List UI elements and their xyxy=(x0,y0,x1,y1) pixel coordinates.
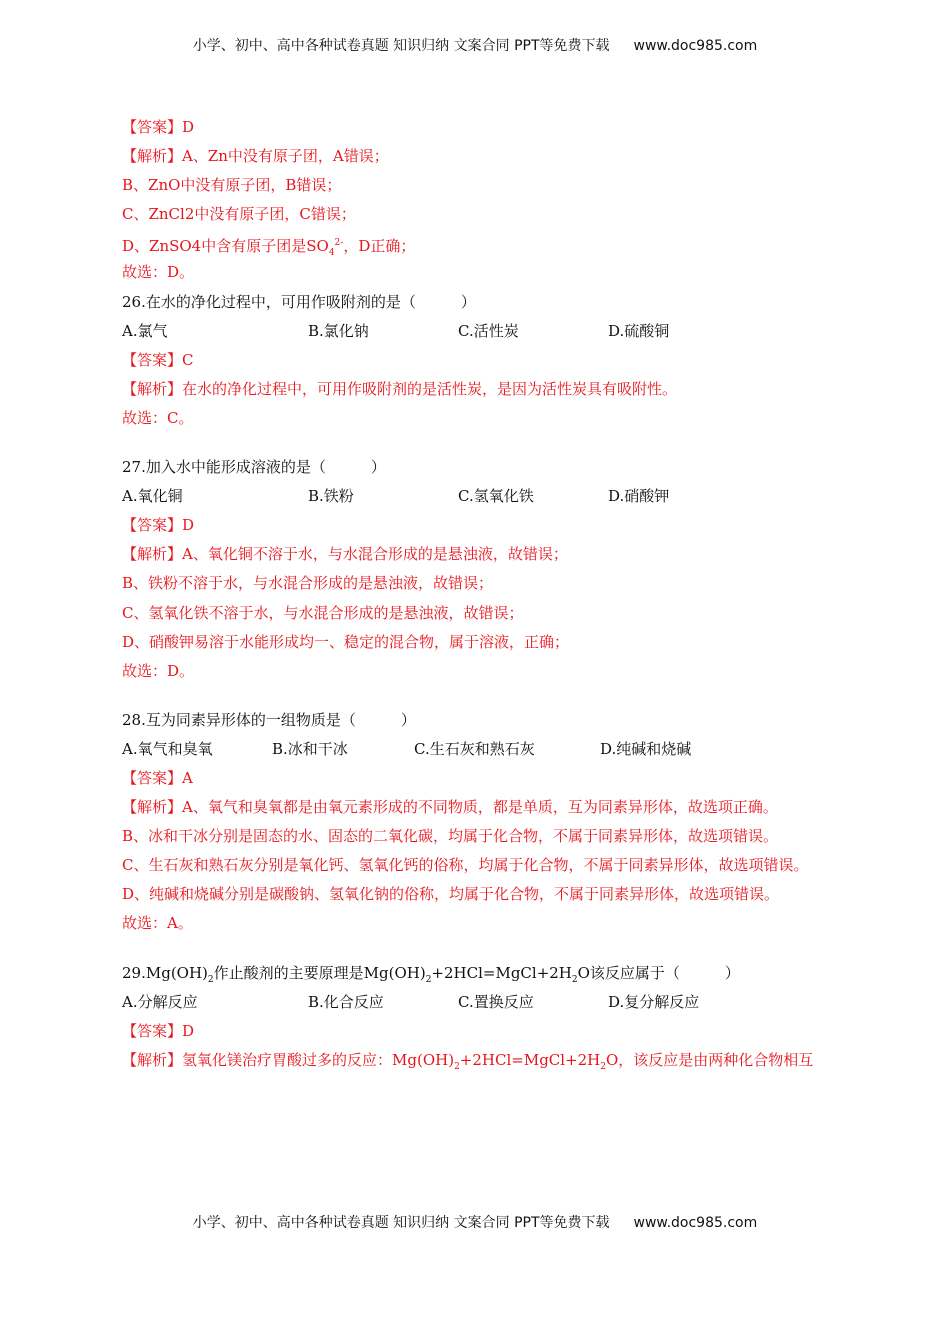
q26-stem: 26.在水的净化过程中，可用作吸附剂的是（ ） xyxy=(122,292,476,311)
q26-option-c: C.活性炭 xyxy=(458,321,519,340)
q25-analysis-a: 【解析】A、Zn中没有原子团，A错误； xyxy=(122,147,389,166)
q27-answer: 【答案】D xyxy=(122,516,195,535)
page-header xyxy=(0,35,950,55)
q28-answer: 【答案】A xyxy=(122,768,193,787)
q25-answer: 【答案】D xyxy=(122,118,195,136)
q27-option-d: D.硝酸钾 xyxy=(608,487,670,506)
q29-analysis: 【解析】氢氧化镁治疗胃酸过多的反应：$Mg(OH)_2+2HCl=MgCl+2H_2O$，该反应是由两种化合物相互 xyxy=(122,1050,814,1072)
q29-options xyxy=(122,988,830,1017)
q28-analysis-a: 【解析】A、氧气和臭氧都是由氧元素形成的不同物质，都是单质，互为同素异形体，故选项正确。 xyxy=(122,798,778,817)
q26-option-d: D.硫酸铜 xyxy=(608,321,670,340)
q26-option-b: B.氯化钠 xyxy=(308,321,369,340)
q25-analysis-d: D、ZnSO4中含有原子团是$SO_4^{2-}$，D正确； xyxy=(122,237,416,259)
q28-stem: 28.互为同素异形体的一组物质是（ ） xyxy=(122,710,416,729)
q26-conclusion: 故选：C。 xyxy=(122,408,194,427)
header-text: 小学、初中、高中各种试卷真题 知识归纳 文案合同 PPT等免费下载 xyxy=(192,38,610,54)
q28-option-a: A.氧气和臭氧 xyxy=(122,739,213,758)
q28-option-c: C.生石灰和熟石灰 xyxy=(414,739,535,758)
footer-site[interactable]: www.doc985.com xyxy=(633,1215,758,1231)
header-site[interactable]: www.doc985.com xyxy=(633,38,758,54)
q29-answer: 【答案】D xyxy=(122,1021,195,1040)
q25-analysis-b: B、ZnO中没有原子团，B错误； xyxy=(122,176,342,195)
q28-conclusion: 故选：A。 xyxy=(122,914,193,933)
q27-stem: 27.加入水中能形成溶液的是（ ） xyxy=(122,458,386,477)
q28-analysis-c: C、生石灰和熟石灰分别是氧化钙、氢氧化钙的俗称，均属于化合物，不属于同素异形体，故选项错误。 xyxy=(122,856,809,875)
q28-analysis-d: D、纯碱和烧碱分别是碳酸钠、氢氧化钠的俗称，均属于化合物，不属于同素异形体，故选项错误。 xyxy=(122,885,780,904)
q25-analysis-c: C、ZnCl2中没有原子团，C错误； xyxy=(122,205,356,224)
q25-conclusion: 故选：D。 xyxy=(122,263,195,282)
q29-stem: $29.Mg(OH)_2$作止酸剂的主要原理是$Mg(OH)_2+2HCl=MgCl+2H_2O$该反应属于（ ） xyxy=(122,963,740,985)
page-footer xyxy=(0,1212,950,1232)
q26-options xyxy=(122,317,830,346)
q28-options xyxy=(122,735,830,764)
q29-option-a: A.分解反应 xyxy=(122,992,198,1011)
q27-analysis-b: B、铁粉不溶于水，与水混合形成的是悬浊液，故错误； xyxy=(122,574,494,593)
q29-option-d: D.复分解反应 xyxy=(608,992,700,1011)
q28-option-b: B.冰和干冰 xyxy=(272,739,348,758)
q29-option-c: C.置换反应 xyxy=(458,992,534,1011)
q27-analysis-c: C、氢氧化铁不溶于水，与水混合形成的是悬浊液，故错误； xyxy=(122,603,524,622)
q27-option-a: A.氧化铜 xyxy=(122,487,183,506)
document-body xyxy=(122,113,830,1075)
q26-option-a: A.氯气 xyxy=(122,321,168,340)
q26-analysis: 【解析】在水的净化过程中，可用作吸附剂的是活性炭，是因为活性炭具有吸附性。 xyxy=(122,379,678,398)
q27-conclusion: 故选：D。 xyxy=(122,661,195,680)
q28-option-d: D.纯碱和烧碱 xyxy=(600,739,692,758)
footer-text: 小学、初中、高中各种试卷真题 知识归纳 文案合同 PPT等免费下载 xyxy=(192,1215,610,1231)
q29-option-b: B.化合反应 xyxy=(308,992,384,1011)
q27-option-b: B.铁粉 xyxy=(308,487,354,506)
q26-answer: 【答案】C xyxy=(122,350,194,369)
q27-analysis-a: 【解析】A、氧化铜不溶于水，与水混合形成的是悬浊液，故错误； xyxy=(122,545,568,564)
q27-options xyxy=(122,482,830,511)
q27-analysis-d: D、硝酸钾易溶于水能形成均一、稳定的混合物，属于溶液，正确； xyxy=(122,632,570,651)
q27-option-c: C.氢氧化铁 xyxy=(458,487,534,506)
q28-analysis-b: B、冰和干冰分别是固态的水、固态的二氧化碳，均属于化合物，不属于同素异形体，故选项错误。 xyxy=(122,827,779,846)
